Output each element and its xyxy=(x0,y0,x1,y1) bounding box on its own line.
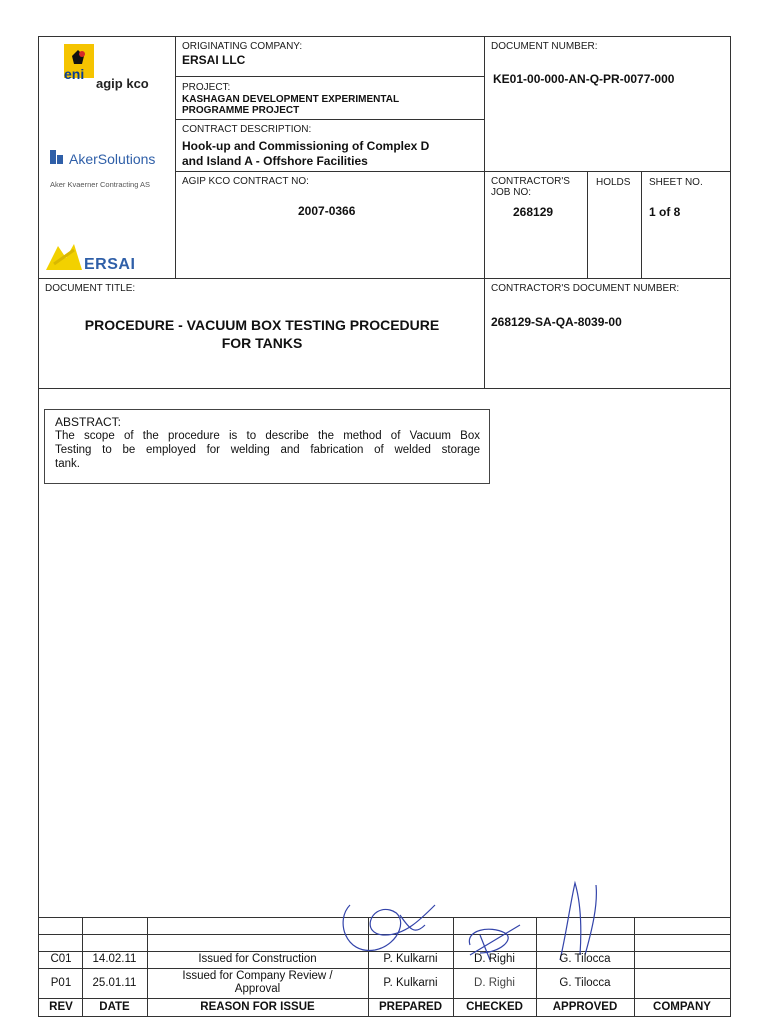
contract-no-value: 2007-0366 xyxy=(298,204,356,218)
ersai-logo-text: ERSAI xyxy=(84,256,136,273)
document-number-label: DOCUMENT NUMBER: xyxy=(491,41,598,52)
aker-subtitle: Aker Kvaerner Contracting AS xyxy=(50,180,151,189)
aker-solutions-logo-text xyxy=(69,151,155,167)
reason-cell xyxy=(147,968,368,998)
date-header: DATE xyxy=(99,1000,130,1013)
divider xyxy=(38,388,731,389)
abstract-heading: ABSTRACT: xyxy=(55,415,122,429)
prepared-signature xyxy=(343,905,435,950)
rev-cell: C01 xyxy=(50,953,72,965)
checked-cell: D. Righi xyxy=(474,953,515,965)
contractor-job-label-2: JOB NO: xyxy=(491,187,532,198)
holds-label: HOLDS xyxy=(596,177,631,188)
contract-no-label: AGIP KCO CONTRACT NO: xyxy=(182,176,309,187)
approved-header: APPROVED xyxy=(552,1000,618,1013)
contractor-job-label-1: CONTRACTOR'S xyxy=(491,176,570,187)
prepared-cell: P. Kulkarni xyxy=(383,953,438,965)
checked-cell: D. Righi xyxy=(474,976,515,989)
divider xyxy=(175,119,484,120)
sheet-no-value: 1 of 8 xyxy=(649,205,681,219)
project-line-2: PROGRAMME PROJECT xyxy=(182,105,300,116)
reason-header: REASON FOR ISSUE xyxy=(200,1000,315,1013)
company-cell xyxy=(634,968,730,998)
agip-kco-logo-text: agip kco xyxy=(96,76,149,91)
aker-text: Aker xyxy=(69,151,98,167)
date-cell: 14.02.11 xyxy=(92,953,137,965)
approved-cell: G. Tilocca xyxy=(559,976,611,989)
rev-cell: P01 xyxy=(50,976,72,989)
originating-company-label: ORIGINATING COMPANY: xyxy=(182,41,303,52)
contractor-document-number-value: 268129-SA-QA-8039-00 xyxy=(491,315,622,329)
document-title-line-2: FOR TANKS xyxy=(221,335,303,351)
contractor-job-value: 268129 xyxy=(513,205,554,219)
sheet-no-label: SHEET NO. xyxy=(649,177,703,188)
approved-signature xyxy=(560,883,596,960)
abstract-line-1: The scope of the procedure is to describe the method of Vacuum Box xyxy=(55,430,480,442)
abstract-line-2: Testing to be employed for welding and fabrication of welded storage xyxy=(55,444,480,456)
project-line-1: KASHAGAN DEVELOPMENT EXPERIMENTAL xyxy=(182,94,400,105)
divider xyxy=(641,171,642,278)
document-title xyxy=(40,316,484,352)
date-cell: 25.01.11 xyxy=(92,976,137,989)
checked-header: CHECKED xyxy=(466,1000,523,1013)
document-number-value: KE01-00-000-AN-Q-PR-0077-000 xyxy=(493,72,675,86)
prepared-header: PREPARED xyxy=(378,1000,443,1013)
contract-description-line-1: Hook-up and Commissioning of Complex D xyxy=(182,139,430,153)
aker-solutions-icon xyxy=(50,150,66,164)
reason-line-1: Issued for Company Review / xyxy=(182,970,333,982)
reason-cell: Issued for Construction xyxy=(198,953,317,965)
divider xyxy=(175,36,176,278)
company-header: COMPANY xyxy=(653,1000,711,1013)
company-cell xyxy=(634,951,730,968)
prepared-cell: P. Kulkarni xyxy=(383,976,438,989)
reason-line-2: Approval xyxy=(234,983,281,995)
contract-description-label: CONTRACT DESCRIPTION: xyxy=(182,124,312,135)
divider xyxy=(484,36,485,388)
solutions-text: Solutions xyxy=(97,151,156,167)
approved-cell: G. Tilocca xyxy=(559,953,611,965)
document-title-line-1: PROCEDURE - VACUUM BOX TESTING PROCEDURE xyxy=(84,317,440,333)
abstract-line-3: tank. xyxy=(55,458,80,470)
abstract-box xyxy=(44,409,490,484)
ersai-logo-mark xyxy=(44,240,84,274)
document-title-label: DOCUMENT TITLE: xyxy=(45,283,136,294)
divider xyxy=(175,171,731,172)
contractor-document-number-label: CONTRACTOR'S DOCUMENT NUMBER: xyxy=(491,283,680,294)
eni-logo-text: eni xyxy=(64,66,85,82)
contract-description-line-2: and Island A - Offshore Facilities xyxy=(182,154,368,168)
divider xyxy=(175,76,484,77)
rev-header: REV xyxy=(49,1000,73,1013)
project-label: PROJECT: xyxy=(182,82,231,93)
divider xyxy=(587,171,588,278)
originating-company-value: ERSAI LLC xyxy=(182,53,246,67)
divider xyxy=(38,278,731,279)
